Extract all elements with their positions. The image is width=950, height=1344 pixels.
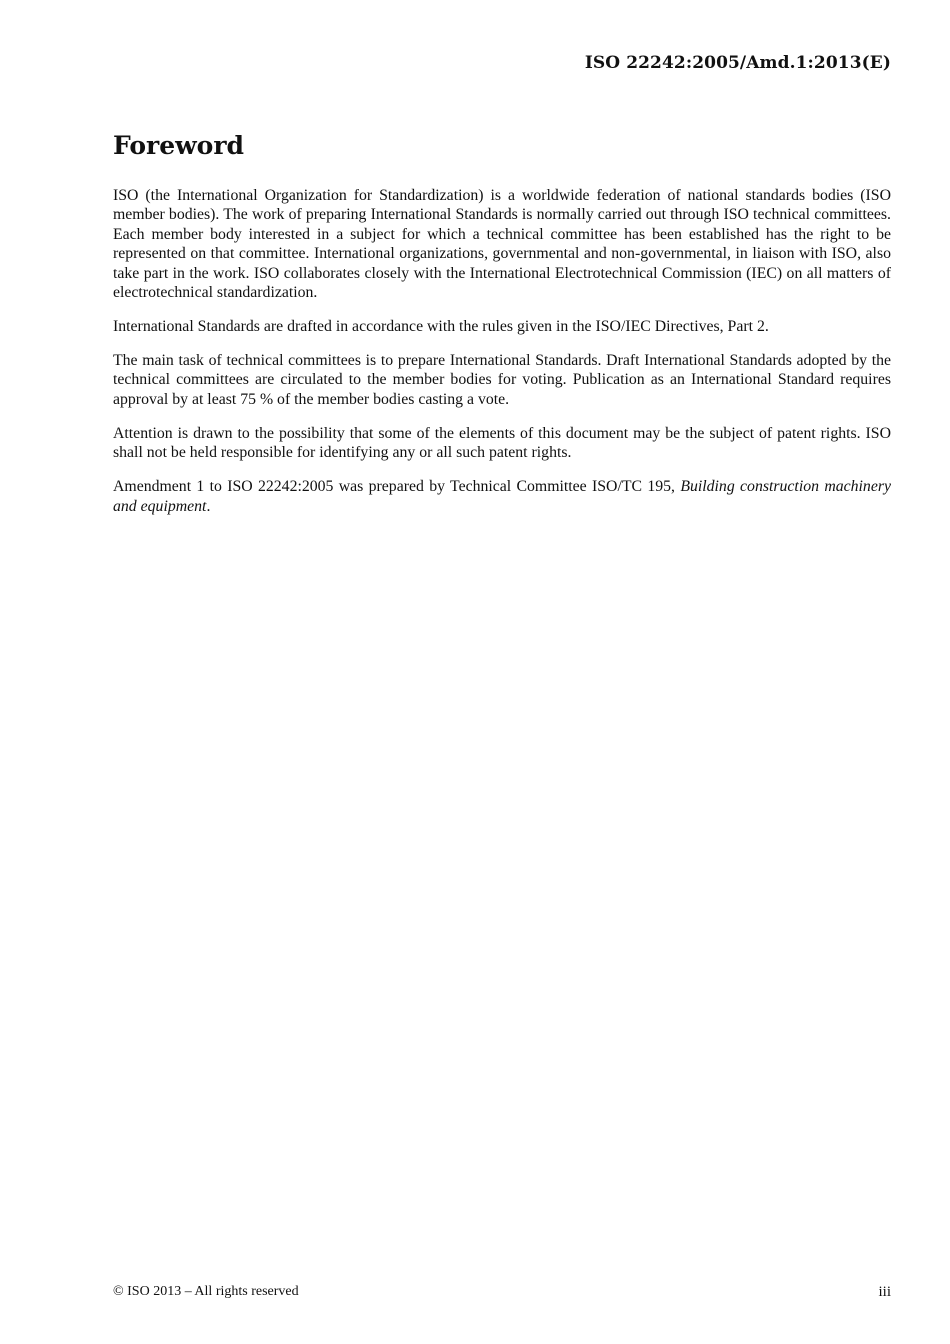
committee-title: Building construction machinery and equipment: [113, 478, 891, 515]
page-title: Foreword: [113, 131, 244, 160]
amendment-lead-text: Amendment 1 to ISO 22242:2005 was prepared by Technical Committee ISO/TC 195,: [113, 478, 681, 496]
page-number: iii: [878, 1284, 891, 1300]
amendment-end-text: .: [206, 497, 211, 515]
paragraph-amendment-info: [113, 477, 891, 516]
copyright-notice: © ISO 2013 – All rights reserved: [113, 1284, 299, 1299]
paragraph-technical-committees: The main task of technical committees is to prepare International Standards. Draft International Standards adopted by the technical committees are circulated to the member bodies for voting. Publication as an International Standard requires approval by at least 75 % of the member bodies casting a vote.: [113, 352, 891, 408]
paragraph-drafting-rules: International Standards are drafted in accordance with the rules given in the ISO/IEC Directives, Part 2.: [113, 318, 769, 336]
page-footer: [113, 1284, 891, 1304]
document-id-header: ISO 22242:2005/Amd.1:2013(E): [584, 53, 891, 73]
foreword-body: [113, 186, 891, 531]
paragraph-iso-overview: ISO (the International Organization for Standardization) is a worldwide federation of national standards bodies (ISO member bodies). The work of preparing International Standards is normally carried out through ISO technical committees. Each member body interested in a subject for which a technical committee has been established has the right to be represented on that committee. International organizations, governmental and non-governmental, in liaison with ISO, also take part in the work. ISO collaborates closely with the International Electrotechnical Commission (IEC) on all matters of electrotechnical standardization.: [113, 187, 891, 302]
paragraph-patent-rights: Attention is drawn to the possibility that some of the elements of this document may be the subject of patent rights. ISO shall not be held responsible for identifying any or all such patent rights.: [113, 424, 891, 462]
